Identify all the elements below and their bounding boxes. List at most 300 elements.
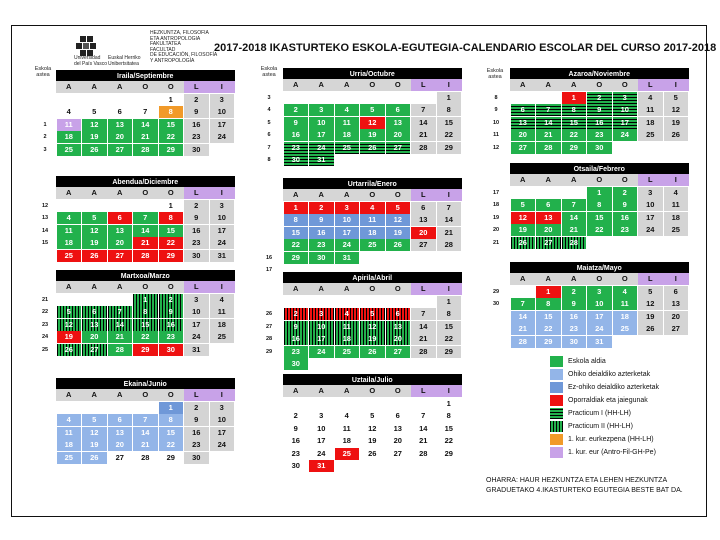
day-cell: 17: [210, 225, 235, 237]
day-cell: 28: [411, 346, 436, 358]
day-cell: 19: [57, 331, 82, 343]
month-title: Apirila/Abril: [283, 272, 462, 283]
day-header: A: [561, 273, 587, 285]
day-cell: 10: [210, 414, 235, 426]
day-cell: 31: [309, 460, 334, 472]
day-cell: 17: [335, 227, 360, 239]
school-week-number: 26: [265, 311, 273, 317]
legend-swatch: [550, 434, 563, 445]
month-calendar: [283, 272, 462, 371]
school-week-number: 12: [41, 202, 49, 209]
day-header: I: [436, 385, 462, 397]
day-cell: 18: [613, 311, 638, 323]
day-cell: 25: [664, 224, 689, 236]
day-cell: [360, 92, 385, 104]
school-week-number: 21: [492, 239, 500, 246]
day-header: A: [82, 187, 108, 199]
day-cell: 18: [638, 117, 663, 129]
school-week-number: 28: [265, 336, 273, 342]
day-cell: 22: [437, 129, 462, 141]
day-cell: 1: [168, 200, 173, 210]
month-title: Uztaila/Julio: [283, 374, 462, 385]
day-cell: [360, 296, 385, 308]
day-header: A: [561, 174, 587, 186]
legend-item: [550, 434, 700, 445]
day-cell: 22: [437, 333, 462, 345]
day-header: A: [107, 389, 133, 401]
day-cell: [511, 187, 536, 199]
day-header: A: [309, 189, 335, 201]
day-cell: 24: [317, 448, 326, 458]
day-cell: 4: [335, 104, 360, 116]
day-cell: 15: [444, 423, 453, 433]
day-header: L: [411, 283, 437, 295]
day-header: A: [510, 174, 536, 186]
day-cell: 23: [159, 331, 184, 343]
day-cell: 11: [57, 427, 82, 439]
legend-swatch: [550, 408, 563, 419]
day-header: A: [56, 389, 82, 401]
day-cell: [613, 237, 638, 249]
school-week-number: 29: [265, 348, 273, 355]
day-cell: [57, 200, 82, 212]
day-header: A: [82, 281, 108, 293]
week-column-label: Eskola astea: [486, 68, 504, 80]
school-week-number: 14: [41, 227, 49, 234]
day-cell: [562, 187, 587, 199]
day-cell: 20: [393, 436, 402, 445]
day-cell: 19: [82, 237, 107, 249]
day-cell: 12: [360, 321, 385, 333]
day-cell: 5: [638, 286, 663, 298]
day-cell: 19: [368, 436, 377, 445]
day-cell: 4: [57, 212, 82, 224]
day-cell: 13: [536, 212, 561, 224]
day-cell: 18: [57, 439, 82, 451]
day-cell: 14: [133, 119, 158, 131]
day-cell: 31: [210, 250, 235, 262]
day-cell: [284, 398, 309, 410]
school-week-number: 19: [492, 214, 500, 221]
day-cell: 16: [562, 311, 587, 323]
day-cell: 30: [284, 358, 309, 370]
day-cell: [82, 94, 107, 106]
day-cell: [360, 358, 385, 370]
school-week-number: 21: [41, 296, 49, 303]
day-cell: 7: [511, 298, 536, 310]
day-cell: 17: [210, 119, 235, 131]
day-cell: 30: [184, 452, 209, 464]
day-cell: 12: [638, 298, 663, 310]
school-week-number: 6: [267, 132, 271, 138]
day-cell: 3: [309, 308, 334, 320]
day-cell: [309, 92, 334, 104]
day-cell: 1: [168, 94, 173, 104]
day-cell: 12: [360, 117, 385, 129]
day-cell: 18: [335, 129, 360, 141]
day-cell: 25: [335, 346, 360, 358]
day-cell: 6: [82, 306, 107, 318]
day-header: A: [56, 187, 82, 199]
legend-swatch: [550, 421, 563, 432]
month-title: Maiatza/Mayo: [510, 262, 689, 273]
day-cell: 7: [562, 199, 587, 211]
day-cell: [638, 237, 663, 249]
day-header: I: [436, 189, 462, 201]
day-cell: 11: [57, 225, 82, 237]
school-week-number: 22: [41, 309, 49, 315]
day-header: A: [334, 283, 360, 295]
day-cell: 24: [184, 331, 209, 343]
month-title: Urtarrila/Enero: [283, 178, 462, 189]
day-cell: 24: [309, 142, 334, 154]
day-cell: 21: [419, 436, 428, 445]
day-header: L: [184, 389, 210, 401]
day-cell: [411, 358, 436, 370]
day-cell: 25: [57, 452, 82, 464]
day-cell: 18: [335, 333, 360, 345]
day-cell: 26: [386, 239, 411, 251]
day-cell: 7: [421, 411, 426, 420]
day-cell: 14: [411, 117, 436, 129]
day-cell: 30: [587, 142, 612, 154]
day-header: A: [309, 283, 335, 295]
day-cell: [108, 200, 133, 212]
month-calendar: [56, 270, 235, 356]
legend-swatch: [550, 395, 563, 406]
day-cell: 29: [133, 344, 158, 356]
day-cell: 6: [108, 414, 133, 426]
day-cell: [335, 296, 360, 308]
day-cell: 14: [108, 319, 133, 331]
day-cell: 8: [284, 214, 309, 226]
day-cell: [210, 344, 235, 356]
day-cell: 22: [444, 436, 453, 445]
day-cell: 8: [133, 306, 158, 318]
day-cell: 26: [82, 250, 107, 262]
day-cell: 4: [210, 294, 235, 306]
day-cell: 27: [536, 237, 561, 249]
day-header: I: [209, 187, 235, 199]
school-week-number: 16: [265, 254, 273, 261]
day-cell: 1: [159, 402, 184, 414]
day-cell: 18: [664, 212, 689, 224]
day-cell: 3: [638, 187, 663, 199]
day-cell: 16: [159, 319, 184, 331]
day-cell: [108, 94, 133, 106]
day-cell: 13: [386, 321, 411, 333]
month-title: Martxoa/Marzo: [56, 270, 235, 281]
legend-label: Practicum II (HH-LH): [568, 423, 633, 430]
school-week-number: 8: [494, 94, 498, 101]
legend-swatch: [550, 382, 563, 393]
day-cell: 5: [82, 414, 107, 426]
day-cell: 16: [184, 225, 209, 237]
day-cell: [411, 460, 436, 472]
day-header: O: [385, 79, 411, 91]
day-cell: 3: [210, 200, 235, 212]
day-cell: 21: [108, 331, 133, 343]
legend-swatch: [550, 369, 563, 380]
day-cell: 24: [613, 129, 638, 141]
day-cell: [57, 294, 82, 306]
day-cell: 11: [613, 298, 638, 310]
day-cell: 30: [309, 252, 334, 264]
day-cell: [511, 92, 536, 104]
day-cell: 19: [664, 117, 689, 129]
day-cell: 2: [284, 104, 309, 116]
day-cell: 28: [108, 344, 133, 356]
day-cell: 7: [133, 414, 158, 426]
day-cell: 8: [437, 104, 462, 116]
day-cell: 2: [562, 286, 587, 298]
day-header: A: [107, 187, 133, 199]
day-cell: 1: [133, 294, 158, 306]
day-cell: [386, 398, 411, 410]
day-cell: 15: [284, 227, 309, 239]
day-cell: 3: [184, 294, 209, 306]
week-column-label: Eskola astea: [34, 66, 52, 78]
day-cell: 8: [536, 298, 561, 310]
day-cell: 7: [536, 104, 561, 116]
day-cell: 13: [108, 427, 133, 439]
day-cell: 2: [587, 92, 612, 104]
day-header: A: [107, 81, 133, 93]
day-header: O: [612, 174, 638, 186]
day-cell: 30: [562, 336, 587, 348]
day-header: O: [133, 281, 159, 293]
day-cell: [411, 154, 436, 166]
month-title: Iraila/Septiembre: [56, 70, 235, 81]
day-cell: [57, 94, 82, 106]
day-cell: [411, 296, 436, 308]
day-cell: 11: [638, 104, 663, 116]
day-cell: 17: [309, 129, 334, 141]
day-cell: 8: [446, 411, 451, 420]
day-cell: 5: [386, 202, 411, 214]
day-header: I: [209, 281, 235, 293]
day-cell: 21: [536, 129, 561, 141]
day-cell: 14: [133, 427, 158, 439]
day-cell: [335, 460, 360, 472]
day-cell: 9: [309, 214, 334, 226]
day-cell: 14: [437, 214, 462, 226]
day-header: A: [283, 189, 309, 201]
day-cell: 20: [664, 311, 689, 323]
legend-item: [550, 356, 700, 367]
day-cell: [360, 460, 385, 472]
day-cell: 15: [437, 117, 462, 129]
day-cell: 25: [360, 239, 385, 251]
school-week-number: 8: [267, 157, 271, 163]
day-cell: 13: [664, 298, 689, 310]
day-cell: 12: [664, 104, 689, 116]
day-cell: 21: [411, 129, 436, 141]
day-cell: 12: [511, 212, 536, 224]
day-cell: 23: [184, 439, 209, 451]
school-week-number: 11: [493, 132, 499, 138]
day-cell: 4: [613, 286, 638, 298]
month-calendar: [283, 178, 462, 264]
day-cell: 31: [309, 154, 334, 166]
day-cell: [613, 142, 638, 154]
day-cell: 13: [411, 214, 436, 226]
day-header: O: [158, 187, 184, 199]
day-cell: 2: [184, 200, 209, 212]
day-cell: 19: [360, 129, 385, 141]
day-cell: 26: [360, 346, 385, 358]
day-cell: 26: [57, 344, 82, 356]
day-header: A: [56, 281, 82, 293]
day-cell: 6: [536, 199, 561, 211]
day-cell: 25: [638, 129, 663, 141]
day-cell: 28: [562, 237, 587, 249]
day-cell: 11: [335, 117, 360, 129]
day-cell: [133, 402, 158, 414]
legend-item: [550, 408, 700, 419]
day-cell: 30: [291, 461, 300, 470]
day-cell: 6: [664, 286, 689, 298]
day-cell: 5: [92, 107, 97, 116]
day-cell: 23: [284, 142, 309, 154]
day-cell: 26: [368, 448, 377, 458]
day-cell: 17: [587, 311, 612, 323]
month-title: Azaroa/Noviembre: [510, 68, 689, 79]
day-cell: [664, 142, 689, 154]
day-cell: 4: [360, 202, 385, 214]
day-cell: 27: [411, 239, 436, 251]
month-calendar: [283, 374, 462, 473]
day-header: O: [587, 273, 613, 285]
day-cell: 22: [562, 129, 587, 141]
day-cell: [437, 252, 462, 264]
day-cell: 25: [210, 331, 235, 343]
day-cell: 17: [613, 117, 638, 129]
day-cell: 19: [638, 311, 663, 323]
day-cell: [335, 92, 360, 104]
day-cell: 15: [159, 427, 184, 439]
day-cell: 10: [210, 212, 235, 224]
day-cell: 2: [284, 308, 309, 320]
day-cell: 6: [411, 202, 436, 214]
day-cell: 23: [562, 323, 587, 335]
day-cell: 10: [309, 321, 334, 333]
day-header: A: [510, 273, 536, 285]
legend-label: 1. kur. eurkezpena (HH-LH): [568, 436, 654, 443]
day-cell: 9: [184, 414, 209, 426]
day-cell: [386, 358, 411, 370]
day-header: O: [133, 187, 159, 199]
day-cell: 16: [284, 333, 309, 345]
legend-label: Ez-ohiko deialdiko azterketak: [568, 384, 660, 391]
day-header: I: [209, 81, 235, 93]
day-cell: 30: [284, 154, 309, 166]
day-cell: 19: [511, 224, 536, 236]
day-cell: 1: [562, 92, 587, 104]
day-cell: 27: [82, 344, 107, 356]
day-cell: 5: [57, 306, 82, 318]
month-calendar: [283, 68, 462, 167]
day-cell: [284, 296, 309, 308]
school-week-number: 12: [492, 144, 500, 151]
day-header: I: [663, 79, 689, 91]
day-cell: 15: [437, 321, 462, 333]
day-cell: 20: [108, 131, 133, 143]
day-cell: 21: [133, 131, 158, 143]
day-cell: 28: [141, 452, 150, 462]
day-cell: 26: [360, 142, 385, 154]
school-week-number: 9: [494, 107, 498, 113]
day-cell: [57, 402, 82, 414]
day-cell: 12: [57, 319, 82, 331]
day-header: A: [283, 79, 309, 91]
day-cell: 24: [587, 323, 612, 335]
day-cell: 10: [335, 214, 360, 226]
day-header: A: [334, 385, 360, 397]
day-cell: 13: [511, 117, 536, 129]
day-cell: 24: [638, 224, 663, 236]
day-cell: 29: [536, 336, 561, 348]
day-cell: 9: [293, 423, 298, 433]
day-cell: 10: [317, 423, 326, 433]
day-header: A: [536, 79, 562, 91]
day-cell: 2: [293, 411, 298, 420]
day-cell: 21: [437, 227, 462, 239]
day-header: A: [283, 385, 309, 397]
day-cell: 23: [587, 129, 612, 141]
day-cell: 22: [159, 131, 184, 143]
day-cell: 27: [386, 346, 411, 358]
day-cell: 21: [562, 224, 587, 236]
day-cell: 25: [335, 448, 360, 460]
day-cell: 5: [370, 411, 375, 420]
day-cell: 27: [511, 142, 536, 154]
day-cell: 29: [437, 346, 462, 358]
day-header: I: [209, 389, 235, 401]
day-cell: 5: [360, 308, 385, 320]
day-header: L: [638, 174, 664, 186]
month-calendar: [510, 68, 689, 154]
day-cell: 23: [613, 224, 638, 236]
day-cell: 8: [437, 308, 462, 320]
day-cell: 26: [638, 323, 663, 335]
day-cell: 23: [284, 346, 309, 358]
day-cell: 21: [133, 237, 158, 249]
day-cell: 12: [386, 214, 411, 226]
note-text: OHARRA: HAUR HEZKUNTZA ETA LEHEN HEZKUNTZA GRADUETAKO 4.IKASTURTEKO EGUTEGIA BESTE BAT DA.: [486, 477, 683, 494]
day-cell: 6: [386, 104, 411, 116]
school-week-number: 15: [41, 240, 49, 246]
day-cell: 29: [159, 250, 184, 262]
day-cell: 5: [511, 199, 536, 211]
day-cell: [360, 154, 385, 166]
day-header: A: [334, 79, 360, 91]
day-cell: [437, 460, 462, 472]
day-cell: 17: [184, 319, 209, 331]
school-week-number: 1: [43, 121, 47, 128]
legend-swatch: [550, 356, 563, 367]
legend-item: [550, 382, 700, 393]
day-cell: 3: [335, 202, 360, 214]
month-title: Otsaila/Febrero: [510, 163, 689, 174]
day-cell: 14: [562, 212, 587, 224]
legend-label: Practicum I (HH-LH): [568, 410, 632, 417]
day-cell: 20: [536, 224, 561, 236]
university-name-eu: Euskal Herriko Unibertsitatea: [108, 55, 141, 67]
school-week-number: 29: [492, 288, 500, 295]
day-cell: 20: [386, 129, 411, 141]
month-title: Urria/Octubre: [283, 68, 462, 79]
